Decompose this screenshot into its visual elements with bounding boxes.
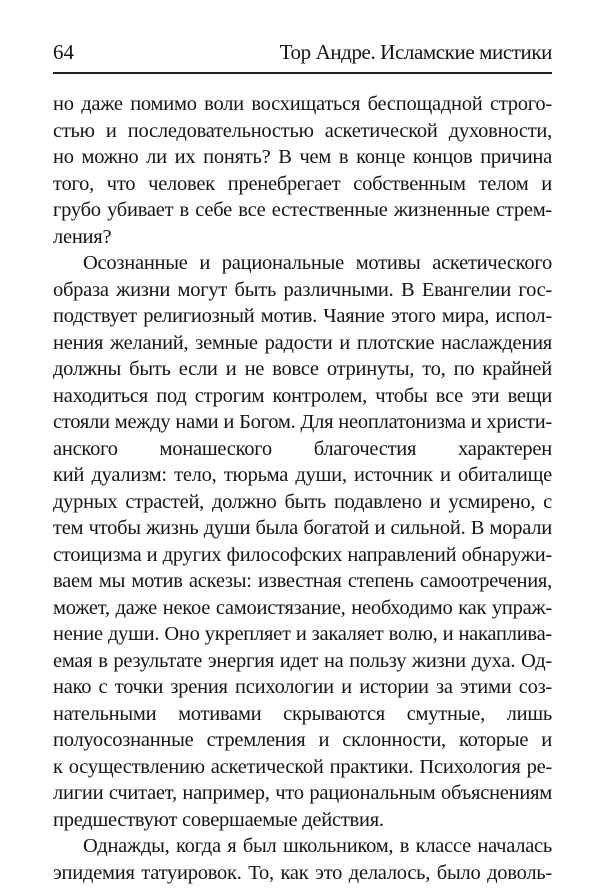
text-line: эпидемия татуировок. То, как это делалось, было доволь-	[53, 861, 552, 884]
text-line: стояли между нами и Богом. Для неоплатонизма и христи-	[53, 411, 552, 433]
text-line: нако с точки зрения психологии и истории за этими соз-	[53, 676, 552, 698]
text-line: емая в результате энергия идет на пользу жизни духа. Од-	[53, 649, 552, 672]
text-line: стоицизма и других философских направлений обнаружи-	[53, 543, 552, 566]
text-line: предшествуют совершаемые действия.	[53, 808, 384, 831]
text-line: того, что человек пренебрегает собственным телом и	[53, 172, 552, 195]
text-line: может, даже некое самоистязание, необходимо как упраж-	[53, 596, 552, 619]
text-line: нения желаний, земные радости и плотские наслаждения	[53, 331, 552, 354]
text-line: образа жизни могут быть различными. В Евангелии гос-	[53, 278, 552, 301]
text-line: должны быть если и не вовсе отринуты, то, по крайней	[53, 358, 552, 380]
text-line: дурных страстей, должно быть подавлено и усмирено, с	[53, 490, 552, 513]
text-line: тем чтобы жизнь души была богатой и сильной. В морали	[53, 517, 552, 539]
text-line: анского монашеского благочестия характерен	[53, 437, 552, 460]
text-line: Осознанные и рациональные мотивы аскетического	[83, 252, 552, 274]
running-header	[53, 38, 552, 74]
text-line: кий дуализм: тело, тюрьма души, источник и обиталище	[53, 464, 552, 486]
text-line: но даже помимо воли восхищаться беспощадной строго-	[53, 93, 552, 115]
page-number: 64	[53, 40, 74, 64]
paragraph	[53, 91, 552, 250]
paragraph	[53, 833, 552, 886]
text-line: нение души. Оно укрепляет и закаляет волю, и накаплива-	[53, 623, 552, 645]
text-line: ления?	[53, 225, 112, 248]
text-line: грубо убивает в себе все естественные жизненные стрем-	[53, 199, 552, 221]
text-line: находиться под строгим контролем, чтобы все эти вещи	[53, 384, 552, 407]
text-line: ваем мы мотив аскезы: известная степень самоотречения,	[53, 570, 552, 592]
text-line: к осуществлению аскетической практики. Психология ре-	[53, 755, 552, 778]
text-line: нательными мотивами скрываются смутные, лишь	[53, 702, 552, 725]
text-line: полуосознанные стремления и склонности, которые и	[53, 729, 552, 751]
paragraph	[53, 250, 552, 833]
text-line: но можно ли их понять? В чем в конце концов причина	[53, 146, 552, 168]
page-body-text	[53, 91, 552, 886]
running-title: Тор Андре. Исламские мистики	[279, 40, 552, 64]
text-line: стью и последовательностью аскетической духовности,	[53, 119, 552, 142]
text-line: Однажды, когда я был школьником, в классе началась	[83, 835, 552, 857]
text-line: лигии считает, например, что рациональным объяснениям	[53, 782, 552, 804]
text-line: подствует религиозный мотив. Чаяние этого мира, испол-	[53, 305, 552, 327]
